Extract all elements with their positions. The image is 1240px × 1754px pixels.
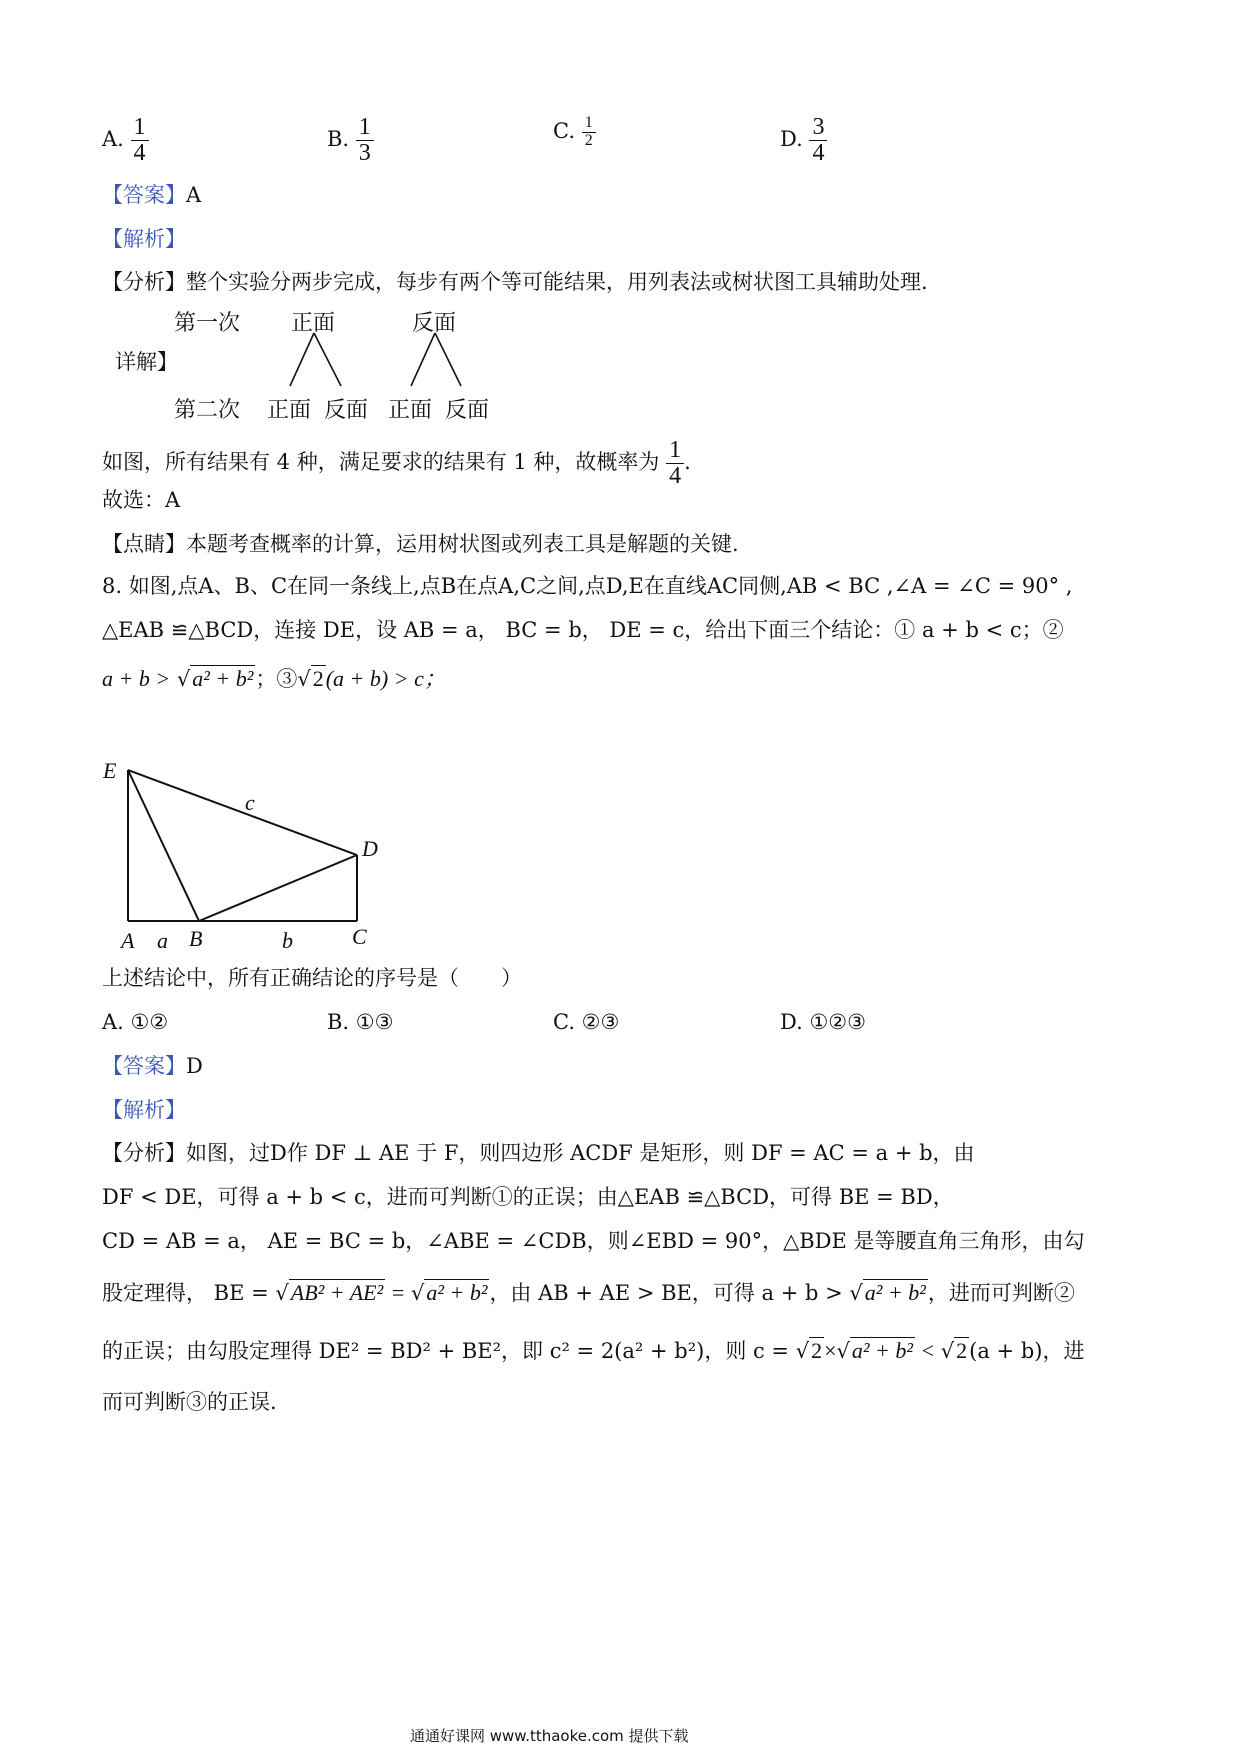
period: .: [684, 450, 691, 475]
radicand: a² + b²: [864, 1280, 926, 1305]
denominator: 4: [666, 463, 684, 489]
radicand: 2: [312, 666, 324, 691]
label-b: b: [282, 928, 293, 953]
text: 的正误；由勾股定理得 DE² = BD² + BE²，即 c² = 2(a² + b²)，则 c =: [102, 1339, 790, 1363]
option-letter: C.: [553, 118, 575, 143]
q7-analysis-label: 【解析】: [102, 227, 186, 251]
label-E: E: [103, 758, 117, 783]
less-than: <: [921, 1338, 935, 1363]
numerator: 1: [669, 437, 682, 463]
times: ×: [824, 1338, 837, 1363]
text: ，进而可判断②: [927, 1281, 1075, 1305]
tree-leaf: 反面: [324, 398, 369, 423]
result-text: 如图，所有结果有 4 种，满足要求的结果有 1 种，故概率为: [102, 450, 660, 475]
q7-choice: 故选：A: [102, 488, 181, 512]
tree-row2-label: 第二次: [174, 398, 241, 423]
sqrt: √2: [940, 1338, 968, 1363]
label-D: D: [362, 836, 378, 861]
fenxi-label: 【分析】: [102, 270, 186, 294]
q8-analysis-label: 【解析】: [102, 1098, 186, 1122]
sqrt: √a² + b²: [176, 666, 254, 691]
denominator: 4: [131, 140, 149, 166]
sqrt: √2: [795, 1338, 823, 1363]
radicand: 2: [956, 1338, 968, 1363]
q8-option-a: A. ①②: [102, 1010, 169, 1034]
expr: a + b >: [102, 666, 171, 691]
text: (a + b)，进: [969, 1339, 1085, 1363]
numerator: 1: [584, 114, 593, 131]
dianjing-text: 本题考查概率的计算，运用树状图或列表工具是解题的关键.: [186, 532, 739, 556]
q8-line1: 8. 如图,点A、B、C在同一条线上,点B在点A,C之间,点D,E在直线AC同侧,AB < BC ,∠A = ∠C = 90° ,: [102, 574, 1073, 598]
fenxi-text: 整个实验分两步完成，每步有两个等可能结果，用列表法或树状图工具辅助处理.: [186, 270, 928, 294]
sep: ；③: [255, 667, 298, 691]
radicand: AB² + AE²: [290, 1280, 384, 1305]
q8-option-d: D. ①②③: [780, 1010, 866, 1034]
q8-p3: CD = AB = a， AE = BC = b，∠ABE = ∠CDB，则∠EBD = 90°，△BDE 是等腰直角三角形，由勾: [102, 1229, 1085, 1253]
equals: =: [391, 1280, 405, 1305]
tree-leaf: 正面: [267, 398, 312, 423]
q8-p1: [102, 1143, 975, 1164]
answer-value: A: [186, 183, 202, 207]
label-A: A: [121, 928, 135, 953]
q8-p5: [102, 1340, 1084, 1362]
tree-leaf: 正面: [388, 398, 433, 423]
denominator: 3: [356, 140, 374, 166]
sqrt: √2: [297, 666, 324, 691]
answer-label: 【答案】: [102, 183, 186, 207]
tree-top-right: 反面: [412, 311, 457, 336]
radicand: a² + b²: [851, 1338, 913, 1363]
q8-question: 上述结论中，所有正确结论的序号是（ ）: [102, 966, 522, 990]
numerator: 3: [812, 114, 825, 140]
text: ，由 AB + AE > BE，可得 a + b >: [489, 1281, 843, 1305]
radicand: 2: [811, 1338, 823, 1363]
radicand: a² + b²: [192, 666, 254, 691]
tree-row1-label: 第一次: [174, 311, 241, 336]
label-c: c: [245, 790, 255, 815]
detail-label: 详解】: [115, 350, 178, 374]
numerator: 1: [358, 114, 371, 140]
option-letter: B.: [327, 127, 350, 152]
q8-line2: △EAB ≌△BCD，连接 DE，设 AB = a， BC = b， DE = c，给出下面三个结论：① a + b < c；②: [102, 618, 1064, 642]
denominator: 2: [582, 132, 596, 150]
answer-value: D: [186, 1054, 203, 1078]
sqrt: √a² + b²: [849, 1280, 926, 1305]
radicand: a² + b²: [426, 1280, 488, 1305]
label-C: C: [352, 924, 367, 949]
option-letter: D.: [780, 127, 803, 152]
numerator: 1: [133, 114, 146, 140]
sqrt: √AB² + AE²: [275, 1280, 384, 1305]
q8-option-b: B. ①③: [327, 1010, 394, 1034]
tree-top-left: 正面: [291, 311, 336, 336]
q8-option-c: C. ②③: [553, 1010, 620, 1034]
fenxi-label: 【分析】: [102, 1141, 186, 1165]
tree-leaf: 反面: [445, 398, 490, 423]
text: 如图，过D作 DF ⊥ AE 于 F，则四边形 ACDF 是矩形，则 DF = AC = a + b，由: [186, 1141, 975, 1165]
denominator: 4: [809, 140, 827, 166]
sqrt: √a² + b²: [836, 1338, 913, 1363]
text: 股定理得， BE =: [102, 1281, 269, 1305]
option-letter: A.: [102, 127, 124, 152]
label-a: a: [157, 928, 168, 953]
sqrt: √a² + b²: [411, 1280, 488, 1305]
q8-p4: [102, 1282, 1075, 1304]
q8-answer: [102, 1056, 203, 1077]
q8-p6: 而可判断③的正误.: [102, 1390, 277, 1414]
page-footer: 通通好课网 www.tthaoke.com 提供下载: [410, 1727, 689, 1745]
expr: (a + b) > c；: [325, 666, 446, 691]
label-B: B: [189, 926, 203, 951]
dianjing-label: 【点睛】: [102, 532, 186, 556]
answer-label: 【答案】: [102, 1054, 186, 1078]
q8-p2: DF < DE，可得 a + b < c，进而可判断①的正误；由△EAB ≌△BCD，可得 BE = BD，: [102, 1185, 954, 1209]
